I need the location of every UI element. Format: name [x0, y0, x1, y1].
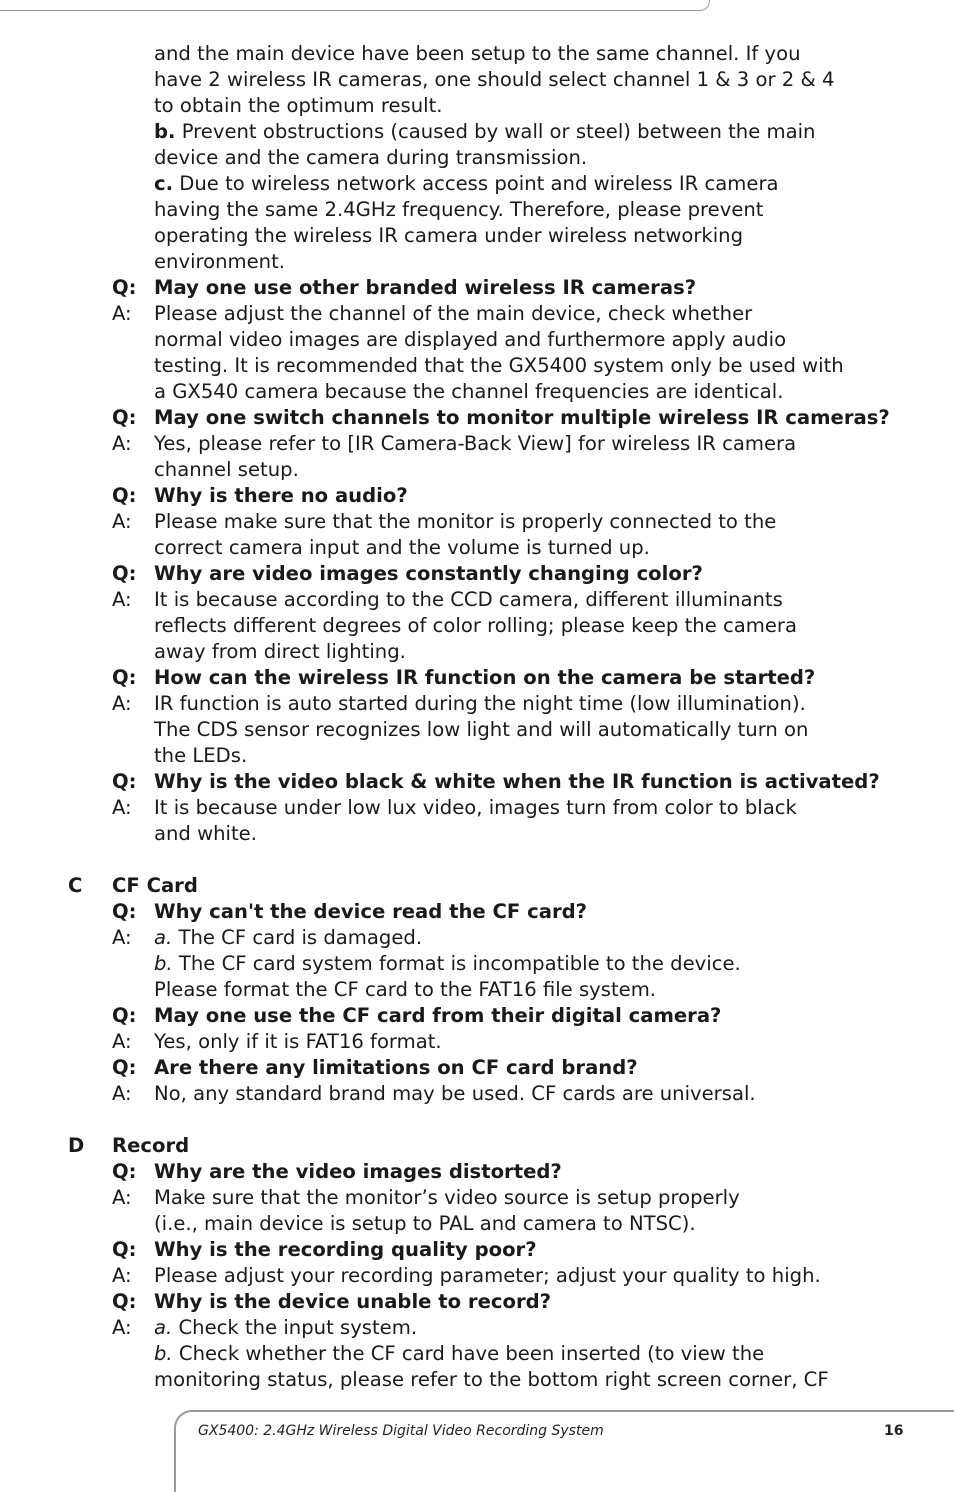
question-text: Why is there no audio?	[154, 484, 408, 507]
question-text: Why is the device unable to record?	[154, 1290, 552, 1313]
answer-line: (i.e., main device is setup to PAL and camera to NTSC).	[154, 1212, 696, 1235]
section-letter: C	[68, 874, 83, 897]
top-page-frame	[0, 0, 710, 11]
answer-line: correct camera input and the volume is turned up.	[154, 536, 650, 559]
question-text: May one use the CF card from their digital camera?	[154, 1004, 722, 1027]
question-label: Q:	[112, 1160, 137, 1183]
body-line	[154, 119, 815, 145]
answer-line: IR function is auto started during the night time (low illumination).	[154, 692, 806, 715]
question-text: Why can't the device read the CF card?	[154, 900, 588, 923]
answer-line: Yes, only if it is FAT16 format.	[154, 1030, 442, 1053]
question-label: Q:	[112, 1290, 137, 1313]
answer-line: normal video images are displayed and furthermore apply audio	[154, 328, 787, 351]
section-title: Record	[112, 1134, 190, 1157]
answer-line: It is because according to the CCD camera, different illuminants	[154, 588, 783, 611]
item-marker: b.	[154, 952, 173, 975]
answer-line: The CDS sensor recognizes low light and will automatically turn on	[154, 718, 809, 741]
answer-label: A:	[112, 432, 132, 455]
question-label: Q:	[112, 484, 137, 507]
answer-line: No, any standard brand may be used. CF cards are universal.	[154, 1082, 756, 1105]
page-number: 16	[884, 1423, 904, 1439]
question-label: Q:	[112, 1238, 137, 1261]
answer-label: A:	[112, 1264, 132, 1287]
answer-label: A:	[112, 1316, 132, 1339]
answer-label: A:	[112, 588, 132, 611]
question-text: May one switch channels to monitor multiple wireless IR cameras?	[154, 406, 890, 429]
item-marker: c.	[154, 172, 174, 195]
body-line: have 2 wireless IR cameras, one should select channel 1 & 3 or 2 & 4	[154, 68, 835, 91]
answer-line: Make sure that the monitor’s video source is setup properly	[154, 1186, 740, 1209]
item-text: The CF card system format is incompatible to the device.	[172, 952, 741, 975]
answer-line	[154, 951, 741, 977]
question-label: Q:	[112, 666, 137, 689]
question-label: Q:	[112, 562, 137, 585]
answer-label: A:	[112, 510, 132, 533]
body-line: and the main device have been setup to the same channel. If you	[154, 42, 801, 65]
answer-line: Please adjust your recording parameter; adjust your quality to high.	[154, 1264, 821, 1287]
body-line: having the same 2.4GHz frequency. Therefore, please prevent	[154, 198, 764, 221]
footer-document-title: GX5400: 2.4GHz Wireless Digital Video Recording System	[198, 1423, 604, 1439]
item-text: Due to wireless network access point and wireless IR camera	[173, 172, 779, 195]
item-marker: b.	[154, 1342, 173, 1365]
body-line: device and the camera during transmission.	[154, 146, 588, 169]
body-line: to obtain the optimum result.	[154, 94, 443, 117]
question-text: Why are video images constantly changing color?	[154, 562, 703, 585]
body-line	[154, 171, 779, 197]
answer-line: Yes, please refer to [IR Camera-Back View] for wireless IR camera	[154, 432, 797, 455]
answer-label: A:	[112, 1186, 132, 1209]
question-label: Q:	[112, 900, 137, 923]
answer-line	[154, 1341, 764, 1367]
item-text: Check whether the CF card have been inserted (to view the	[172, 1342, 765, 1365]
answer-line: Please format the CF card to the FAT16 file system.	[154, 978, 657, 1001]
answer-line: testing. It is recommended that the GX5400 system only be used with	[154, 354, 844, 377]
answer-line	[154, 1315, 417, 1341]
answer-line: It is because under low lux video, images turn from color to black	[154, 796, 797, 819]
question-label: Q:	[112, 276, 137, 299]
item-text: Check the input system.	[172, 1316, 418, 1339]
answer-label: A:	[112, 1030, 132, 1053]
answer-label: A:	[112, 692, 132, 715]
question-label: Q:	[112, 770, 137, 793]
question-text: Why is the video black & white when the IR function is activated?	[154, 770, 880, 793]
answer-line: monitoring status, please refer to the bottom right screen corner, CF	[154, 1368, 829, 1391]
answer-line: and white.	[154, 822, 257, 845]
answer-label: A:	[112, 1082, 132, 1105]
section-title: CF Card	[112, 874, 198, 897]
answer-label: A:	[112, 302, 132, 325]
item-text: The CF card is damaged.	[172, 926, 423, 949]
question-text: May one use other branded wireless IR cameras?	[154, 276, 697, 299]
answer-label: A:	[112, 796, 132, 819]
answer-line: Please adjust the channel of the main device, check whether	[154, 302, 753, 325]
item-marker: a.	[154, 926, 173, 949]
question-text: Why are the video images distorted?	[154, 1160, 562, 1183]
question-text: How can the wireless IR function on the camera be started?	[154, 666, 816, 689]
body-line: environment.	[154, 250, 286, 273]
answer-line: away from direct lighting.	[154, 640, 406, 663]
answer-label: A:	[112, 926, 132, 949]
question-text: Are there any limitations on CF card brand?	[154, 1056, 638, 1079]
answer-line	[154, 925, 422, 951]
answer-line: channel setup.	[154, 458, 299, 481]
item-marker: a.	[154, 1316, 173, 1339]
item-marker: b.	[154, 120, 176, 143]
question-text: Why is the recording quality poor?	[154, 1238, 537, 1261]
question-label: Q:	[112, 1056, 137, 1079]
answer-line: the LEDs.	[154, 744, 248, 767]
answer-line: reflects different degrees of color rolling; please keep the camera	[154, 614, 797, 637]
item-text: Prevent obstructions (caused by wall or steel) between the main	[175, 120, 816, 143]
answer-line: a GX540 camera because the channel frequencies are identical.	[154, 380, 784, 403]
question-label: Q:	[112, 1004, 137, 1027]
section-letter: D	[68, 1134, 85, 1157]
body-line: operating the wireless IR camera under wireless networking	[154, 224, 744, 247]
answer-line: Please make sure that the monitor is properly connected to the	[154, 510, 777, 533]
question-label: Q:	[112, 406, 137, 429]
